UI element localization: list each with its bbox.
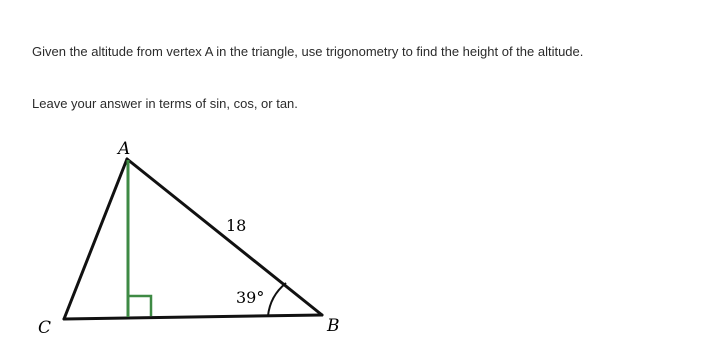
answer-instruction: Leave your answer in terms of sin, cos, or tan. bbox=[32, 96, 298, 111]
side-cb bbox=[64, 315, 322, 319]
vertex-b-label: B bbox=[327, 316, 340, 336]
side-ab bbox=[127, 159, 322, 315]
right-angle-marker bbox=[129, 296, 151, 316]
side-ca bbox=[64, 159, 127, 319]
question-prompt: Given the altitude from vertex A in the triangle, use trigonometry to find the height of the altitude. bbox=[32, 44, 584, 59]
angle-b-arc bbox=[268, 283, 286, 316]
angle-b-label: 39° bbox=[236, 288, 265, 307]
side-ab-length-label: 18 bbox=[226, 216, 247, 235]
vertex-c-label: C bbox=[38, 318, 52, 338]
vertex-a-label: A bbox=[118, 139, 131, 159]
